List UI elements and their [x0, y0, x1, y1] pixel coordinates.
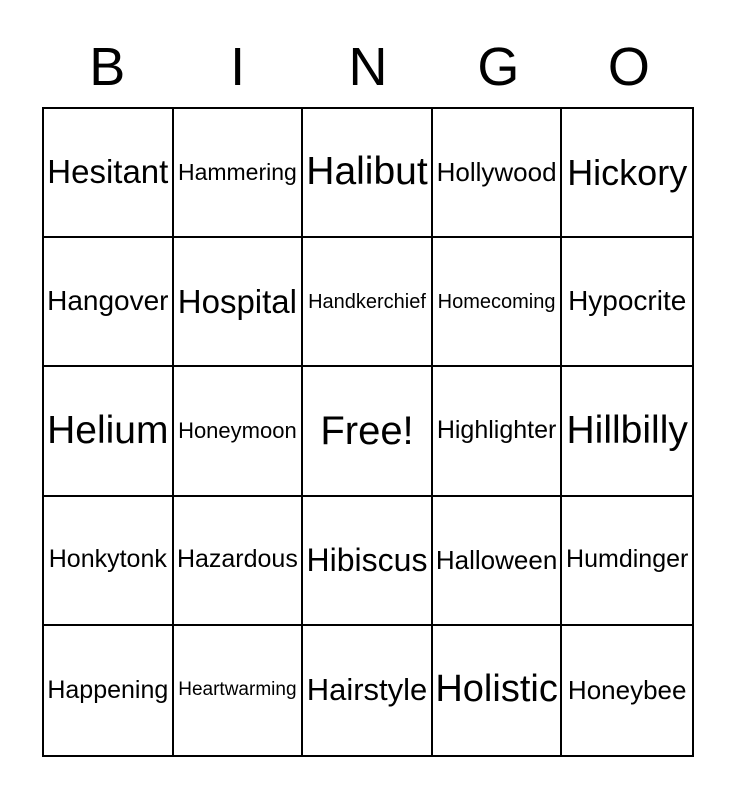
bingo-cell-word: Handkerchief [308, 290, 426, 313]
bingo-cell-word: Hollywood [436, 157, 557, 188]
bingo-cell-word: Halibut [306, 150, 428, 194]
bingo-grid [42, 107, 694, 757]
bingo-cell-word: Heartwarming [178, 678, 297, 700]
bingo-cell[interactable] [44, 109, 174, 238]
bingo-title [42, 34, 694, 100]
bingo-cell-word: Highlighter [436, 416, 557, 445]
bingo-cell-word: Happening [47, 675, 169, 704]
bingo-cell-word: Hammering [177, 158, 297, 185]
bingo-cell[interactable] [44, 238, 174, 367]
bingo-cell[interactable] [303, 238, 433, 367]
bingo-cell[interactable] [44, 367, 174, 496]
bingo-title-letter-3: G [477, 37, 520, 97]
bingo-cell[interactable] [44, 626, 174, 755]
bingo-cell-word: Hairstyle [306, 672, 428, 708]
bingo-title-letter-1: I [230, 37, 246, 97]
bingo-cell-word: Honkytonk [48, 545, 167, 574]
bingo-cell-word: Hesitant [47, 153, 169, 191]
bingo-cell-word: Hickory [567, 151, 688, 193]
bingo-cell[interactable] [433, 626, 563, 755]
bingo-cell-word: Hazardous [176, 545, 298, 574]
bingo-cell[interactable] [562, 109, 692, 238]
bingo-cell[interactable] [562, 238, 692, 367]
bingo-cell-word: Halloween [435, 544, 558, 575]
bingo-title-letter-2: N [348, 37, 388, 97]
bingo-cell[interactable] [174, 109, 304, 238]
bingo-cell-word: Humdinger [566, 545, 689, 574]
bingo-cell-word: Homecoming [437, 290, 556, 313]
bingo-cell-word: Hangover [47, 285, 169, 317]
bingo-title-letter-0: B [89, 37, 126, 97]
bingo-cell[interactable] [44, 497, 174, 626]
bingo-cell[interactable] [562, 497, 692, 626]
bingo-cell[interactable] [174, 497, 304, 626]
bingo-cell-word: Hibiscus [306, 541, 428, 578]
bingo-cell-word: Free! [320, 408, 414, 453]
bingo-cell-word: Hillbilly [566, 408, 688, 452]
bingo-title-letter-4: O [607, 37, 650, 97]
bingo-cell[interactable] [303, 626, 433, 755]
bingo-cell[interactable] [174, 367, 304, 496]
bingo-cell[interactable] [433, 367, 563, 496]
bingo-cell[interactable] [303, 109, 433, 238]
bingo-cell[interactable] [433, 497, 563, 626]
bingo-cell-word: Honeymoon [178, 417, 297, 443]
bingo-cell-word: Hospital [177, 282, 297, 320]
bingo-cell[interactable] [433, 238, 563, 367]
bingo-cell[interactable] [562, 367, 692, 496]
bingo-cell[interactable] [562, 626, 692, 755]
bingo-cell[interactable] [174, 626, 304, 755]
bingo-cell[interactable] [303, 497, 433, 626]
bingo-cell-word: Helium [47, 408, 169, 452]
free-cell[interactable] [303, 367, 433, 496]
bingo-cell[interactable] [174, 238, 304, 367]
bingo-cell-word: Hypocrite [568, 285, 687, 317]
bingo-cell[interactable] [433, 109, 563, 238]
bingo-cell-word: Holistic [435, 668, 558, 711]
bingo-cell-word: Honeybee [567, 675, 687, 706]
